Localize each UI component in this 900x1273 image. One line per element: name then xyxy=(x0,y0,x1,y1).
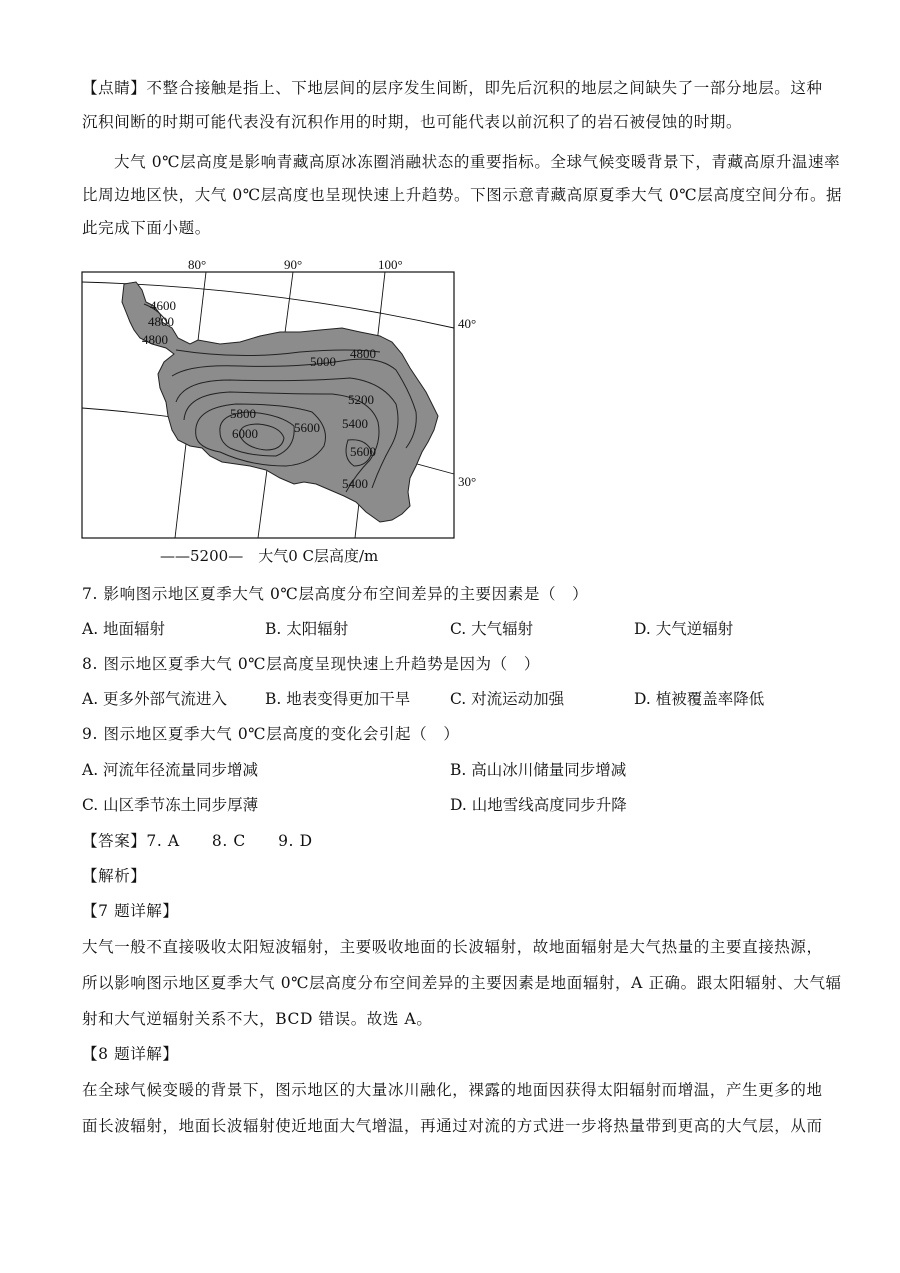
q7-option-b: B. 太阳辐射 xyxy=(265,620,349,638)
passage-line-2: 比周边地区快，大气 0℃层高度也呈现快速上升趋势。下图示意青藏高原夏季大气 0℃层高度空间分布。据 xyxy=(82,186,843,204)
lon-label-100: 100° xyxy=(378,257,403,272)
lat-label-30: 30° xyxy=(458,474,477,489)
q8-option-d: D. 植被覆盖率降低 xyxy=(634,690,765,708)
q8-option-b: B. 地表变得更加干旱 xyxy=(265,690,411,708)
q9-option-c: C. 山区季节冻土同步厚薄 xyxy=(82,796,259,814)
q9-option-b: B. 高山冰川储量同步增减 xyxy=(450,761,627,779)
lon-label-80: 80° xyxy=(188,257,207,272)
contour-label-4800-c: 4800 xyxy=(350,346,376,361)
q9-option-d: D. 山地雪线高度同步升降 xyxy=(450,796,627,814)
intro-note-line-2: 沉积间断的时期可能代表没有沉积作用的时期，也可能代表以前沉积了的岩石被侵蚀的时期。 xyxy=(82,113,743,131)
contour-label-5200: 5200 xyxy=(348,392,374,407)
plateau-map xyxy=(80,252,500,570)
q7-detail-title: 【7 题详解】 xyxy=(82,902,179,920)
answer-line: 【答案】7. A 8. C 9. D xyxy=(82,832,313,850)
plateau-map-figure xyxy=(80,252,500,570)
legend-text: 大气0 C层高度/m xyxy=(258,547,379,565)
q7-stem: 7. 影响图示地区夏季大气 0℃层高度分布空间差异的主要因素是（ ） xyxy=(82,585,589,603)
q8-stem: 8. 图示地区夏季大气 0℃层高度呈现快速上升趋势是因为（ ） xyxy=(82,655,540,673)
lat-label-40: 40° xyxy=(458,316,477,331)
q9-stem: 9. 图示地区夏季大气 0℃层高度的变化会引起（ ） xyxy=(82,725,460,743)
q7-detail-line-1: 大气一般不直接吸收太阳短波辐射，主要吸收地面的长波辐射，故地面辐射是大气热量的主要直接热源， xyxy=(82,938,823,956)
q9-option-a: A. 河流年径流量同步增减 xyxy=(82,761,259,779)
q8-option-c: C. 对流运动加强 xyxy=(450,690,565,708)
q7-detail-line-2: 所以影响图示地区夏季大气 0℃层高度分布空间差异的主要因素是地面辐射，A 正确。跟太阳辐射、大气辐 xyxy=(82,974,842,992)
contour-label-4800-a: 4800 xyxy=(148,314,174,329)
passage-line-3: 此完成下面小题。 xyxy=(82,219,211,237)
intro-note-line-1: 【点睛】不整合接触是指上、下地层间的层序发生间断，即先后沉积的地层之间缺失了一部分地层。这种 xyxy=(82,79,823,97)
contour-label-5000: 5000 xyxy=(310,354,336,369)
contour-label-5400: 5400 xyxy=(342,416,368,431)
contour-label-4600: 4600 xyxy=(150,298,176,313)
contour-label-5600-east: 5600 xyxy=(350,444,376,459)
q8-detail-title: 【8 题详解】 xyxy=(82,1045,179,1063)
q8-detail-line-2: 面长波辐射，地面长波辐射使近地面大气增温，再通过对流的方式进一步将热量带到更高的大气层，从而 xyxy=(82,1117,823,1135)
contour-label-5800: 5800 xyxy=(230,406,256,421)
contour-label-6000: 6000 xyxy=(232,426,258,441)
passage-line-1: 大气 0℃层高度是影响青藏高原冰冻圈消融状态的重要指标。全球气候变暖背景下，青藏高原升温速率 xyxy=(114,153,841,171)
analysis-heading: 【解析】 xyxy=(82,867,147,885)
q7-option-a: A. 地面辐射 xyxy=(82,620,166,638)
contour-label-4800-b: 4800 xyxy=(142,332,168,347)
q8-detail-line-1: 在全球气候变暖的背景下，图示地区的大量冰川融化，裸露的地面因获得太阳辐射而增温，产生更多的地 xyxy=(82,1081,823,1099)
q7-option-c: C. 大气辐射 xyxy=(450,620,534,638)
q7-option-d: D. 大气逆辐射 xyxy=(634,620,734,638)
legend-value: 5200 xyxy=(190,547,229,565)
contour-label-5600: 5600 xyxy=(294,420,320,435)
q8-option-a: A. 更多外部气流进入 xyxy=(82,690,228,708)
map-legend: ——5200— 大气0 C层高度/m xyxy=(160,547,379,565)
contour-label-5400-south: 5400 xyxy=(342,476,368,491)
lon-label-90: 90° xyxy=(284,257,303,272)
q7-detail-line-3: 射和大气逆辐射关系不大，BCD 错误。故选 A。 xyxy=(82,1010,433,1028)
